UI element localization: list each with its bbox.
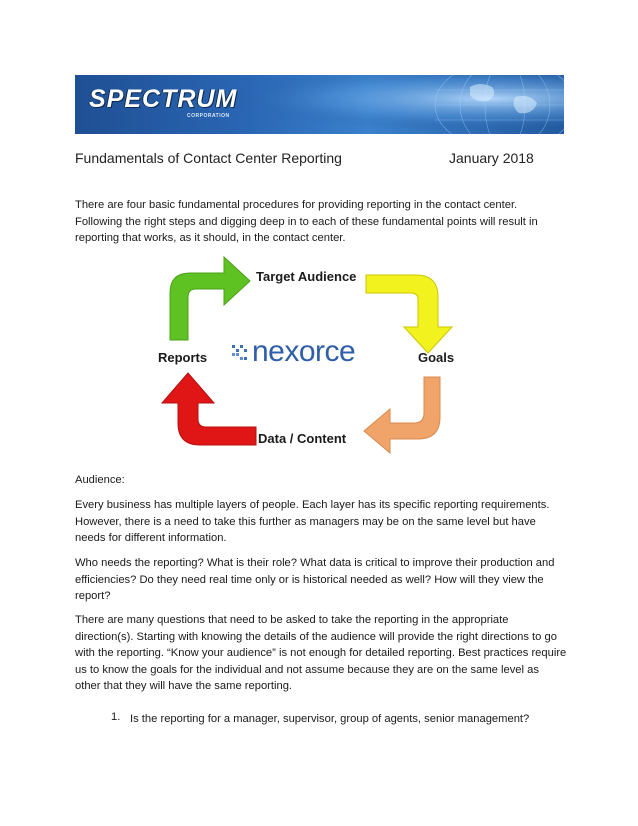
paragraph-1: Every business has multiple layers of people. Each layer has its specific reporting requirements. However, there is a need to take this further as managers may be on the same level but have needs for different information. (75, 499, 550, 544)
yellow-arrow (366, 275, 452, 353)
target-audience-label: Target Audience (256, 269, 357, 284)
audience-heading: Audience: (75, 474, 125, 486)
spectrum-logo-subtitle: CORPORATION (187, 113, 230, 119)
spectrum-logo: SPECTRUM (89, 85, 238, 113)
reports-label: Reports (158, 350, 208, 365)
red-arrow (162, 373, 256, 445)
goals-label: Goals (418, 350, 455, 365)
nexorce-logo-mark (232, 345, 247, 360)
nexorce-logo-text: nexorce (252, 335, 356, 368)
header-banner (75, 75, 564, 134)
paragraph-2: Who needs the reporting? What is their role? What data is critical to improve their production and efficiencies? Do they need real time only or is historical needed as well? How will they view the report? (75, 557, 555, 602)
orange-arrow (364, 377, 440, 453)
intro-paragraph: There are four basic fundamental procedures for providing reporting in the contact center. Following the right steps and digging deep in to each of these fundamental points will result in reporting that works, as it should, in the contact center. (75, 199, 538, 244)
document-date: January 2018 (449, 150, 534, 166)
reporting-cycle-diagram (148, 255, 478, 460)
green-arrow (170, 257, 250, 340)
document-title: Fundamentals of Contact Center Reporting (75, 150, 342, 166)
list-item: Is the reporting for a manager, supervisor, group of agents, senior management? (130, 713, 530, 725)
list-item-number: 1. (111, 711, 121, 723)
data-content-label: Data / Content (258, 431, 347, 446)
paragraph-3: There are many questions that need to be asked to take the reporting in the appropriate direction(s). Starting with knowing the details of the audience will provide the right directions to go with the reporting. “Know your audience” is not enough for detailed reporting. Best practices require us to know the goals for the individual and not assume because they are on the same level as other that they will have the same reporting. (75, 614, 567, 692)
